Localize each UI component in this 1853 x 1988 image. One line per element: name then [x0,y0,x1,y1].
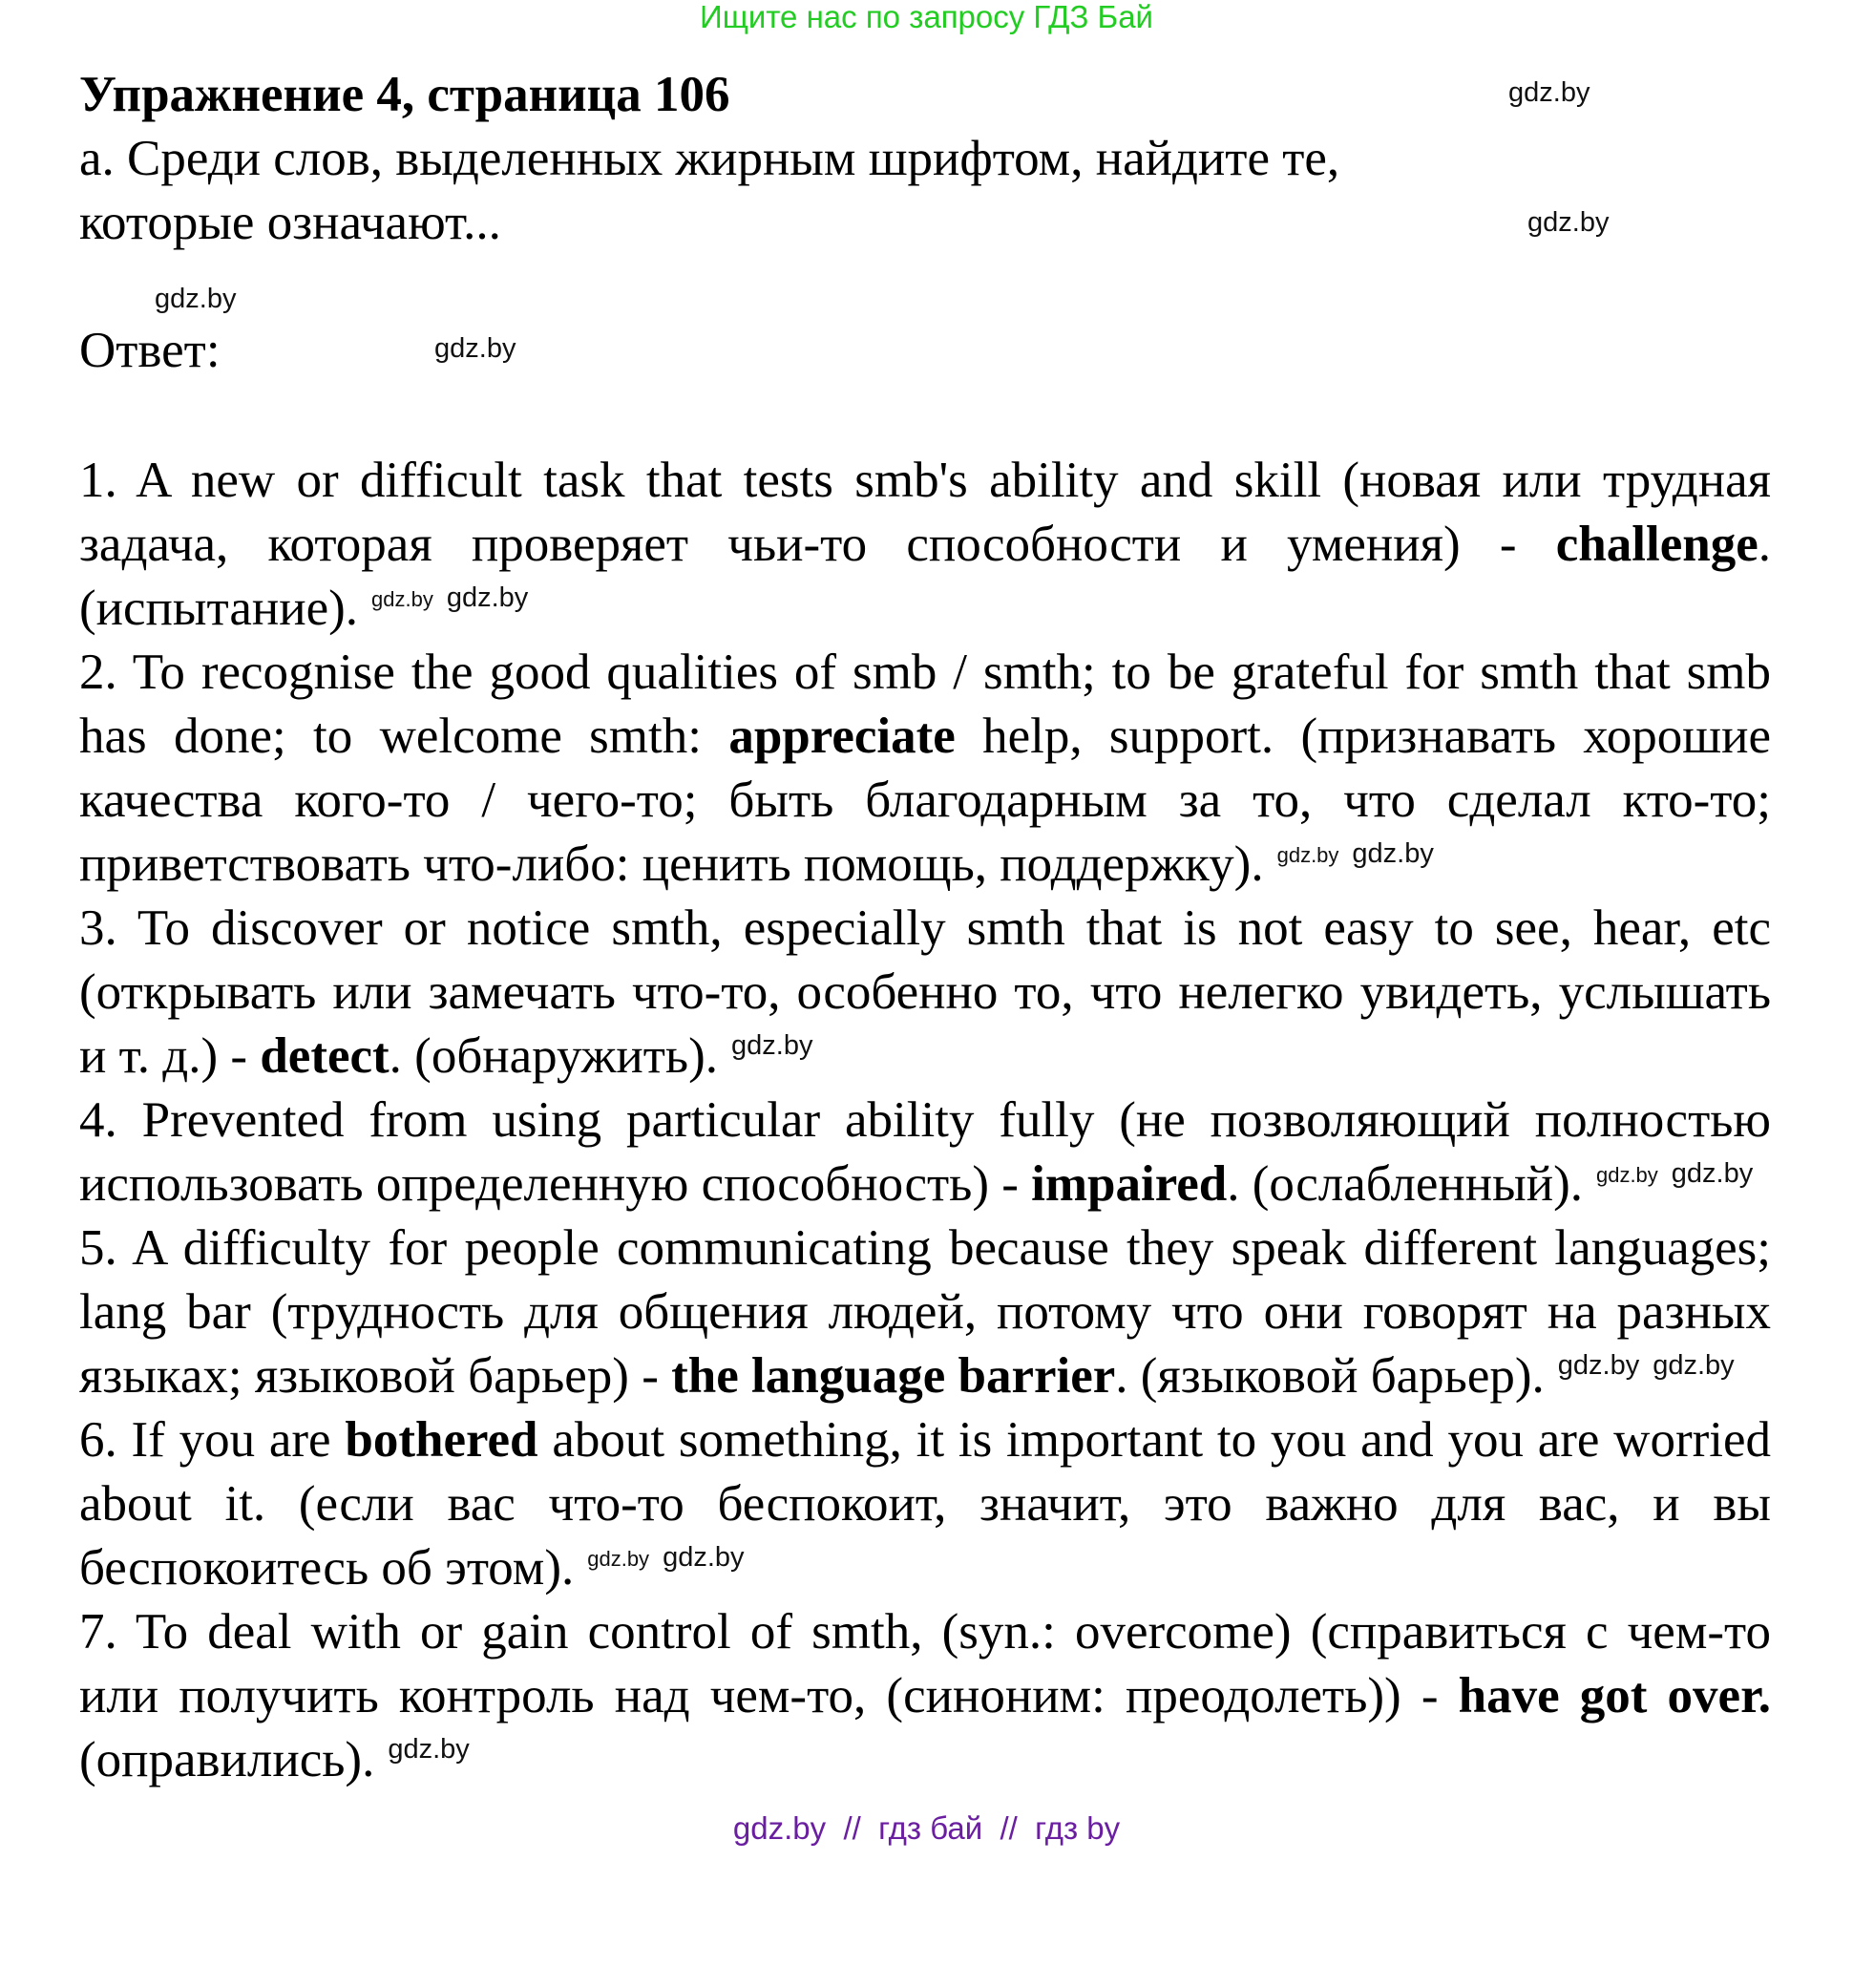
answer-item [79,449,1771,641]
watermark: gdz.by [1671,1158,1754,1190]
answer-item [79,897,1771,1089]
translation-text: (оправились). [79,1732,375,1787]
answer-item [79,641,1771,897]
answer-item [79,1408,1771,1600]
translation-text: help, support. (признавать хорошие качества кого-то / чего-то; быть благодарным за то, что сделал кто-то; приветствовать что-либо: ценить помощь, поддержку). [79,708,1771,892]
answer-item [79,1089,1771,1216]
search-hint-banner: Ищите нас по запросу ГДЗ Бай [700,0,1153,34]
watermark: gdz.by [446,582,529,614]
watermark: gdz.by [587,1547,650,1572]
definition-text: 1. A new or difficult task that tests smb's ability and skill (новая или трудная задача, которая проверяет чьи-то способности и умения) - [79,453,1771,572]
answer-word: impaired [1031,1156,1228,1212]
watermark: gdz.by [1508,77,1590,108]
answer-item [79,1216,1771,1408]
footer-links: gdz.by // гдз бай // гдз by [732,1810,1121,1846]
watermark: gdz.by [1352,838,1434,870]
watermark: gdz.by [731,1030,813,1062]
definition-text: 4. Prevented from using particular ability fully (не позволяющий полностью использовать определенную способность) - [79,1092,1771,1212]
translation-text: . (языковой барьер). [1115,1348,1545,1404]
answer-label: Ответ: [79,323,221,378]
watermark: gdz.by [1527,207,1610,238]
watermark: gdz.by [1276,843,1339,868]
exercise-title: Упражнение 4, страница 106 [79,67,730,122]
translation-text: . (обнаружить). [389,1028,718,1084]
task-text: а. Среди слов, выделенных жирным шрифтом, найдите те, которые означают... [79,131,1340,250]
content-flow [0,449,1853,1850]
definition-text: 3. To discover or notice smth, especially smth that is not easy to see, hear, etc (открывать или замечать что-то, особенно то, что нелегко увидеть, услышать и т. д.) - [79,900,1771,1084]
definition-text: 2. To recognise the good qualities of smb / smth; to be grateful for smth that smb has done; to welcome smth: [79,645,1771,764]
watermark: gdz.by [1595,1163,1658,1188]
answer-word: have got over. [1458,1668,1771,1724]
watermark: gdz.by [388,1734,470,1766]
definition-text: 7. To deal with or gain control of smth, (syn.: overcome) (справиться с чем-то или получить контроль над чем-то, (синоним: преодолеть)) - [79,1604,1771,1724]
translation-text: . (испытание). [79,517,1771,636]
translation-text: about something, it is important to you and you are worried about it. (если вас что-то беспокоит, значит, это важно для вас, и вы беспокоитесь об этом). [79,1412,1772,1596]
translation-text: . (ослабленный). [1227,1156,1583,1212]
answer-word: detect [260,1028,390,1084]
watermark: gdz.by [1653,1350,1735,1382]
watermark: gdz.by [155,284,237,314]
watermark: gdz.by [1557,1350,1640,1382]
answer-word: challenge [1555,517,1758,572]
definition-text: 6. If you are [79,1412,346,1468]
watermark: gdz.by [371,587,433,612]
answer-list [79,449,1771,1792]
definition-text: 5. A difficulty for people communicating because they speak different languages; lang bar (трудность для общения людей, потому что они говорят на разных языках; языковой барьер) - [79,1220,1771,1404]
watermark: gdz.by [434,333,516,364]
answer-item [79,1600,1771,1792]
watermark: gdz.by [663,1542,745,1574]
answer-word: the language barrier [671,1348,1116,1404]
answer-word: appreciate [728,708,956,764]
answer-word: bothered [345,1412,538,1468]
